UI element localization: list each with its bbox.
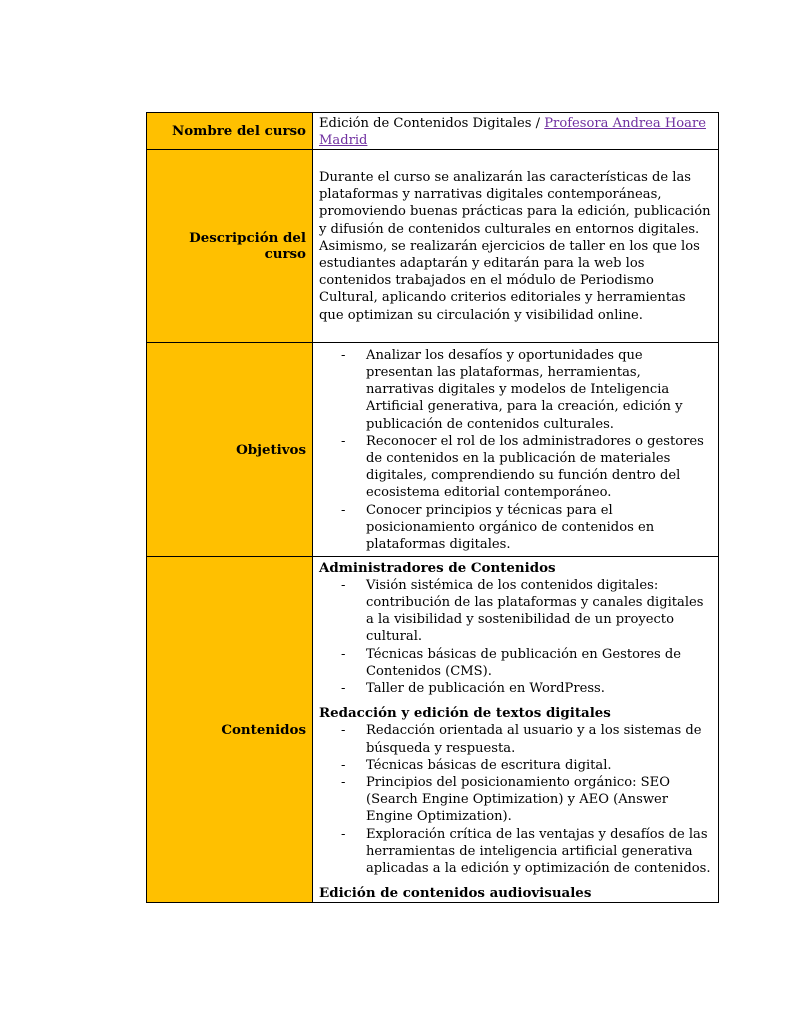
objectives-label: Objetivos [147, 343, 313, 557]
list-item: - Técnicas básicas de publicación en Gestores de Contenidos (CMS). [366, 646, 712, 680]
professor-link[interactable]: Profesora Andrea Hoare Madrid [319, 116, 706, 149]
course-name-label: Nombre del curso [147, 113, 313, 150]
list-item: - Conocer principios y técnicas para el posicionamiento orgánico de contenidos en plataformas digitales. [366, 502, 712, 554]
description-row [147, 150, 719, 343]
list-item: - Reconocer el rol de los administradores o gestores de contenidos en la publicación de materiales digitales, comprendiendo su función dentro del ecosistema editorial contemporáneo. [366, 433, 712, 502]
course-name-row [147, 113, 719, 150]
description-text: Durante el curso se analizarán las características de las plataformas y narrativas digitales contemporáneas, promoviendo buenas prácticas para la edición, publicación y difusión de contenidos culturales en entornos digitales. Asimismo, se realizarán ejercicios de taller en los que los estudiantes adaptarán y editarán para la web los contenidos trabajados en el módulo de Periodismo Cultural, aplicando criterios editoriales y herramientas que optimizan su circulación y visibilidad online. [313, 150, 719, 343]
list-item: - Taller de publicación en WordPress. [366, 680, 712, 697]
list-item: - Redacción orientada al usuario y a los sistemas de búsqueda y respuesta. [366, 722, 712, 756]
course-table [146, 112, 719, 903]
course-name-value [313, 113, 719, 150]
section-list [319, 577, 712, 697]
contents-label: Contenidos [147, 557, 313, 903]
list-item: - Principios del posicionamiento orgánico: SEO (Search Engine Optimization) y AEO (Answer Engine Optimization). [366, 774, 712, 826]
section-title: Redacción y edición de textos digitales [319, 705, 611, 722]
contents-row [147, 557, 719, 903]
course-name-text: Edición de Contenidos Digitales / [319, 116, 545, 131]
list-item: - Exploración crítica de las ventajas y desafíos de las herramientas de inteligencia artificial generativa aplicadas a la edición y optimización de contenidos. [366, 826, 712, 878]
description-label: Descripción del curso [147, 150, 313, 343]
section-title: Administradores de Contenidos [319, 559, 556, 576]
section-list [319, 722, 712, 877]
list-item: - Técnicas básicas de escritura digital. [366, 757, 712, 774]
objectives-cell [313, 343, 719, 557]
objectives-list [319, 347, 712, 553]
list-item: - Analizar los desafíos y oportunidades que presentan las plataformas, herramientas, narrativas digitales y modelos de Inteligencia Artificial generativa, para la creación, edición y publicación de contenidos culturales. [366, 347, 712, 433]
contents-cell [313, 557, 719, 903]
objectives-row [147, 343, 719, 557]
section-title: Edición de contenidos audiovisuales [319, 885, 592, 902]
list-item: - Visión sistémica de los contenidos digitales: contribución de las plataformas y canales digitales a la visibilidad y sostenibilidad de un proyecto cultural. [366, 577, 712, 646]
